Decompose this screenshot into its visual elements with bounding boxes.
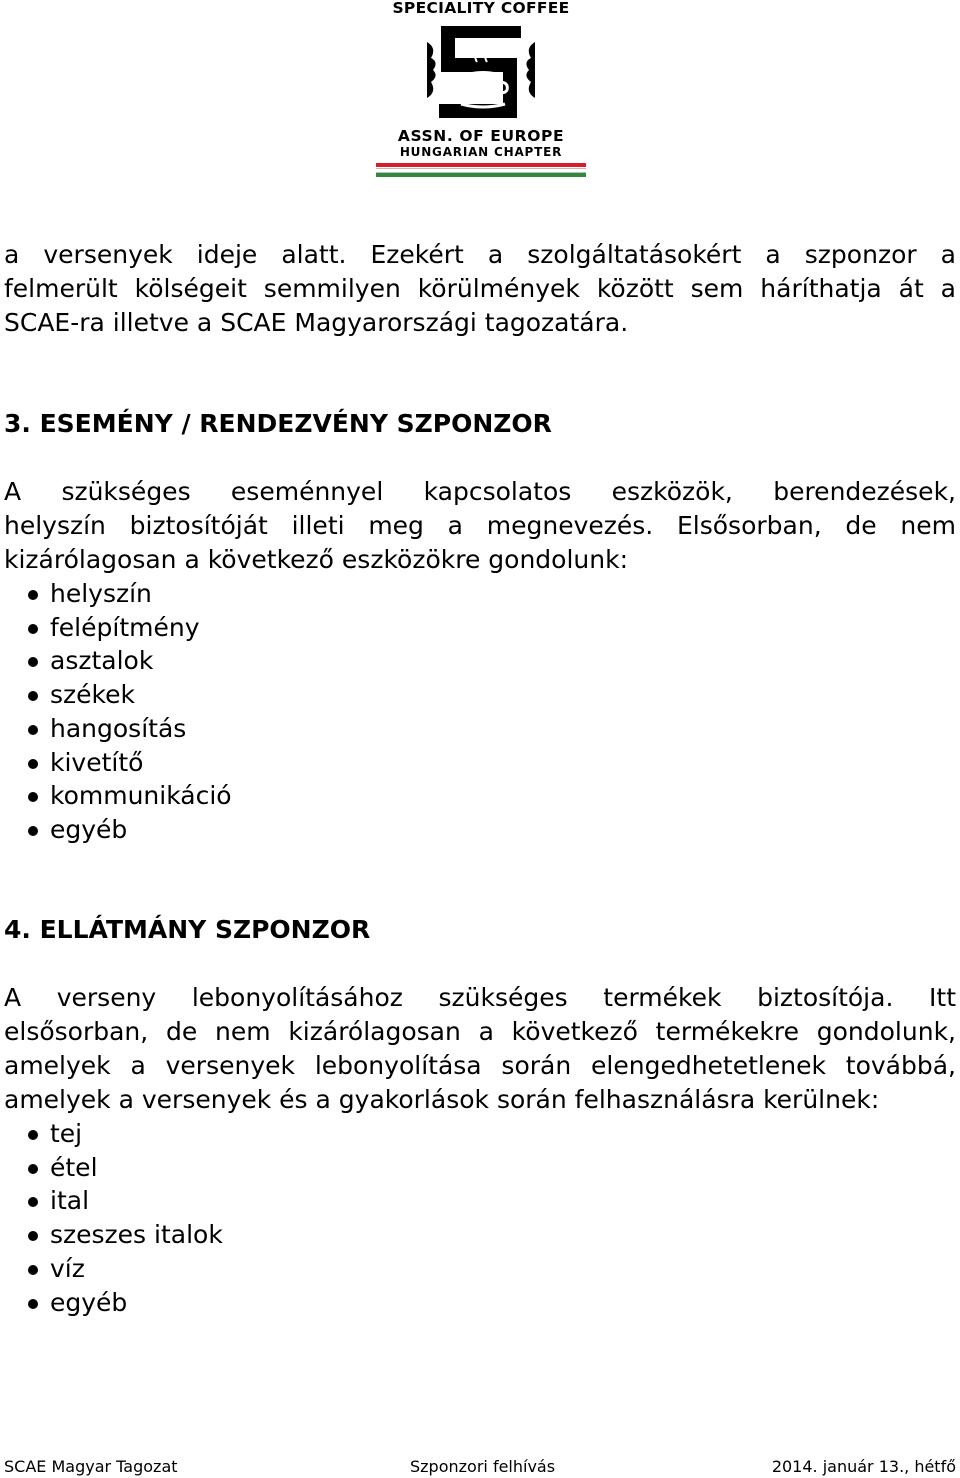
section4-heading: 4. ELLÁTMÁNY SZPONZOR — [4, 915, 371, 944]
section4-bullet-list — [28, 1117, 223, 1319]
list-item-text: kommunikáció — [50, 781, 232, 811]
bullet-icon — [28, 1231, 38, 1241]
bullet-icon — [28, 792, 38, 802]
bullet-icon — [28, 1164, 38, 1174]
list-item-text: kivetítő — [50, 747, 144, 777]
list-item — [28, 813, 232, 847]
logo-top-text: SPECIALITY COFFEE — [392, 0, 570, 17]
list-item-text: felépítmény — [50, 612, 200, 642]
intro-line-2: felmerült kölségeit semmilyen körülmények között sem háríthatja át a — [4, 274, 956, 303]
bullet-icon — [28, 1130, 38, 1140]
hungarian-flag-stripes — [376, 163, 586, 176]
bullet-icon — [28, 691, 38, 701]
footer-left: SCAE Magyar Tagozat — [4, 1457, 178, 1476]
flag-red-stripe — [376, 163, 586, 167]
flag-green-stripe — [376, 173, 586, 177]
list-item — [28, 712, 232, 746]
footer-right: 2014. január 13., hétfő — [771, 1457, 956, 1476]
bullet-icon — [28, 1265, 38, 1275]
bullet-icon — [28, 657, 38, 667]
list-item-text: ital — [50, 1186, 90, 1216]
list-item-text: székek — [50, 680, 135, 710]
scae-logo — [376, 0, 586, 180]
bullet-icon — [28, 624, 38, 634]
list-item — [28, 644, 232, 678]
bullet-icon — [28, 725, 38, 735]
list-item — [28, 1218, 223, 1252]
section3-heading: 3. ESEMÉNY / RENDEZVÉNY SZPONZOR — [4, 409, 552, 438]
list-item-text: hangosítás — [50, 713, 187, 743]
section4-line-3: amelyek a versenyek lebonyolítása során elengedhetetlenek továbbá, — [4, 1051, 956, 1080]
section4-line-2: elsősorban, de nem kizárólagosan a következő termékekre gondolunk, — [4, 1017, 956, 1046]
section4-line-4: amelyek a versenyek és a gyakorlások során felhasználásra kerülnek: — [4, 1085, 880, 1114]
list-item — [28, 1184, 223, 1218]
coffee-cup-logo-icon — [421, 18, 541, 126]
section3-line-1: A szükséges eseménnyel kapcsolatos eszközök, berendezések, — [4, 477, 956, 506]
list-item — [28, 779, 232, 813]
section3-line-3: kizárólagosan a következő eszközökre gondolunk: — [4, 545, 628, 574]
logo-assn-text: ASSN. OF EUROPE — [397, 127, 565, 145]
list-item-text: helyszín — [50, 579, 152, 608]
bullet-icon — [28, 759, 38, 769]
list-item-text: szeszes italok — [50, 1220, 223, 1250]
list-item — [28, 1117, 223, 1151]
list-item-text: egyéb — [50, 1287, 128, 1317]
section3-line-2: helyszín biztosítóját illeti meg a megnevezés. Elsősorban, de nem — [4, 511, 956, 540]
flag-white-stripe — [376, 168, 586, 173]
list-item — [28, 1252, 223, 1286]
list-item — [28, 678, 232, 712]
footer-center: Szponzori felhívás — [410, 1457, 556, 1476]
bullet-icon — [28, 590, 38, 600]
list-item — [28, 1286, 223, 1320]
intro-line-1: a versenyek ideje alatt. Ezekért a szolgáltatásokért a szponzor a — [4, 240, 956, 269]
list-item-text: víz — [50, 1253, 85, 1283]
list-item — [28, 746, 232, 780]
list-item — [28, 1151, 223, 1185]
bullet-icon — [28, 1197, 38, 1207]
list-item-text: tej — [50, 1119, 83, 1148]
intro-line-3: SCAE-ra illetve a SCAE Magyarországi tagozatára. — [4, 308, 629, 337]
list-item-text: asztalok — [50, 646, 154, 676]
logo-chapter-text: HUNGARIAN CHAPTER — [399, 145, 563, 159]
bullet-icon — [28, 826, 38, 836]
bullet-icon — [28, 1299, 38, 1309]
section3-bullet-list — [28, 577, 232, 847]
section4-line-1: A verseny lebonyolításához szükséges termékek biztosítója. Itt — [4, 983, 956, 1012]
list-item — [28, 611, 232, 645]
list-item-text: egyéb — [50, 814, 128, 844]
list-item-text: étel — [50, 1152, 98, 1182]
list-item — [28, 577, 232, 611]
